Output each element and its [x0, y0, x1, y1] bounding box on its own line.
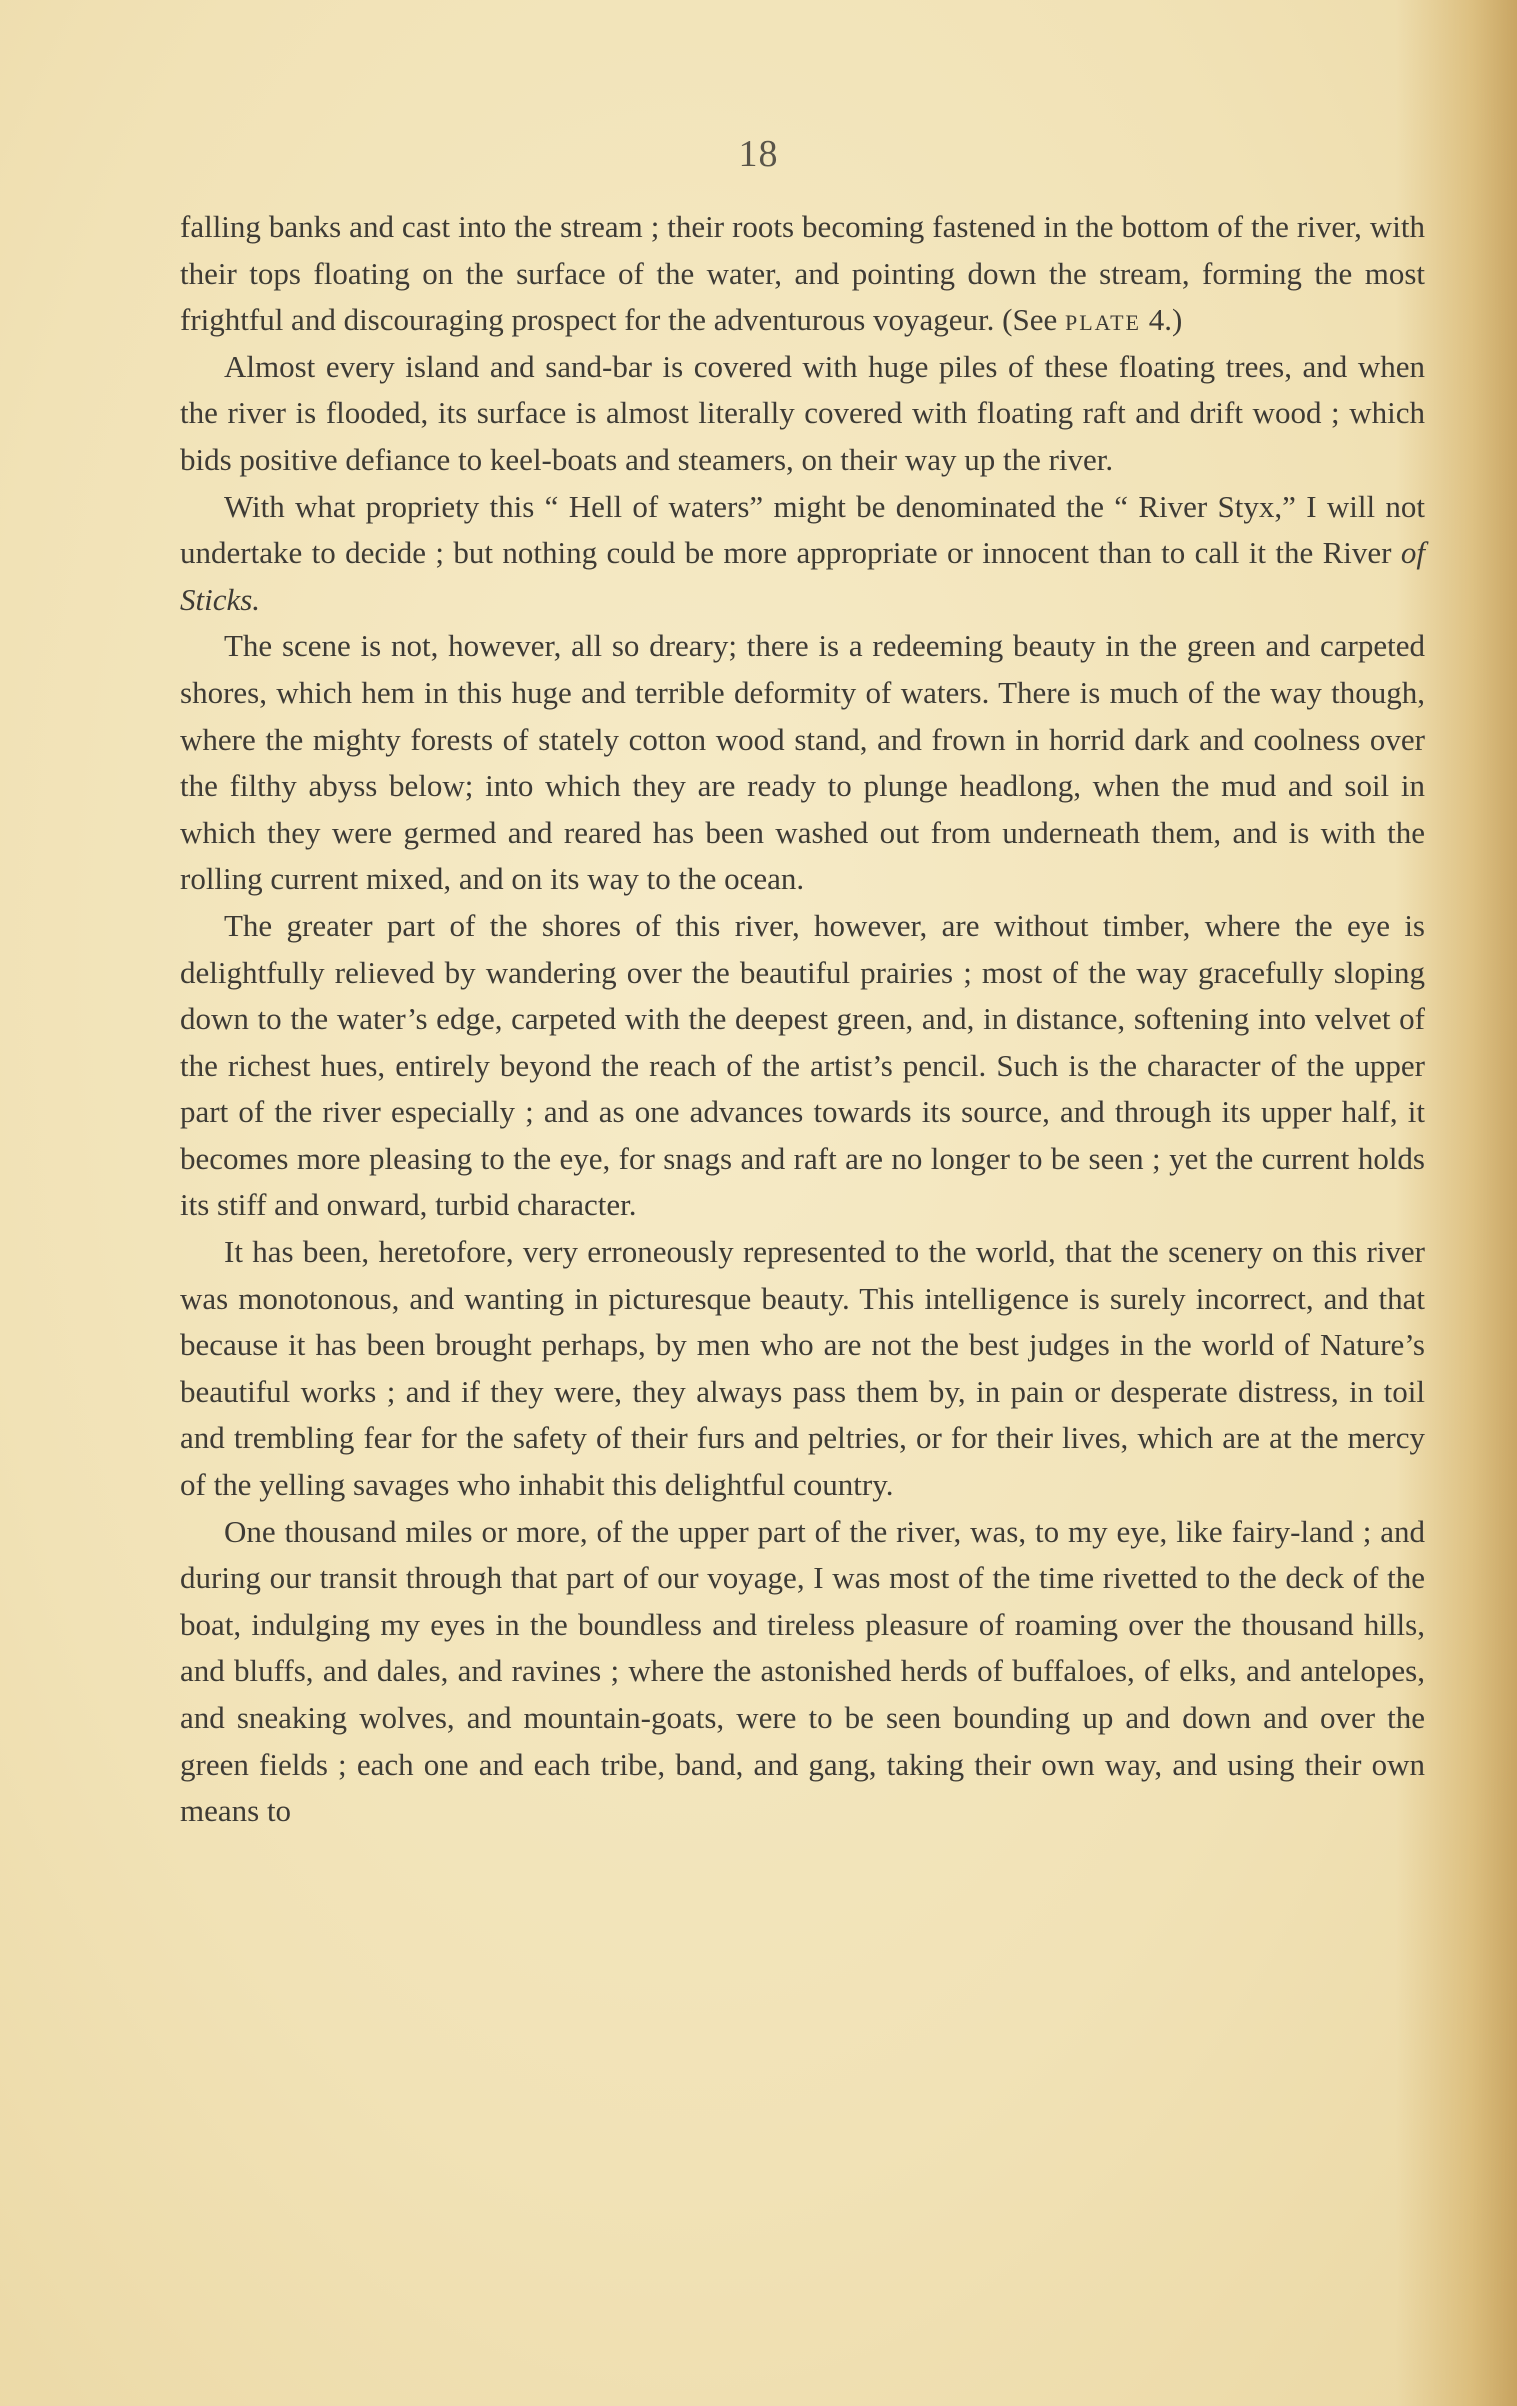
paragraph — [180, 344, 1425, 484]
paragraph — [180, 623, 1425, 903]
italic-phrase: of Sticks. — [180, 535, 1425, 617]
paragraph — [180, 204, 1425, 344]
page-number: 18 — [738, 133, 779, 175]
paragraph — [180, 1509, 1425, 1835]
text-segment: The greater part of the shores of this river, however, are without timber, where the eye is delightfully relieved by wandering over the beautiful prairies ; most of the way gracefully sloping down to the water’s edge, carpeted with the deepest green, and, in distance, softening into velvet of the richest hues, entirely beyond the reach of the artist’s pencil. Such is the character of the upper part of the river especially ; and as one advances towards its source, and through its upper half, it becomes more pleasing to the eye, for snags and raft are no longer to be seen ; yet the current holds its stiff and onward, turbid character. — [180, 907, 1425, 1223]
text-segment: Almost every island and sand-bar is covered with huge piles of these floating trees, and when the river is flooded, its surface is almost literally covered with floating raft and drift wood ; which bids positive defiance to keel-boats and steamers, on their way up the river. — [180, 348, 1425, 477]
paragraph — [180, 484, 1425, 624]
text-segment: With what propriety this “ Hell of waters” might be denominated the “ River Styx,” I will not undertake to decide ; but nothing could be more appropriate or innocent than to call it the River — [180, 488, 1425, 571]
paragraph — [180, 903, 1425, 1229]
plate-reference: plate — [1064, 302, 1141, 338]
body-text — [180, 204, 1425, 1835]
text-segment: The scene is not, however, all so dreary; there is a redeeming beauty in the green and carpeted shores, which hem in this huge and terrible deformity of waters. There is much of the way though, where the mighty forests of stately cotton wood stand, and frown in horrid dark and coolness over the filthy abyss below; into which they are ready to plunge headlong, when the mud and soil in which they were germed and reared has been washed out from underneath them, and is with the rolling current mixed, and on its way to the ocean. — [180, 628, 1425, 897]
text-segment: One thousand miles or more, of the upper part of the river, was, to my eye, like fairy-land ; and during our transit through that part of our voyage, I was most of the time rivetted to the deck of the boat, indulging my eyes in the boundless and tireless pleasure of roaming over the thousand hills, and bluffs, and dales, and ravines ; where the astonished herds of buffaloes, of elks, and antelopes, and sneaking wolves, and mountain-goats, were to be seen bounding up and down and over the green fields ; each one and each tribe, band, and gang, taking their own way, and using their own means to — [180, 1513, 1425, 1829]
text-segment: 4.) — [1140, 302, 1183, 338]
text-segment: falling banks and cast into the stream ; their roots becoming fastened in the bottom of the river, with their tops floating on the surface of the water, and pointing down the stream, forming the most frightful and discouraging prospect for the adventurous voyageur. (See — [180, 209, 1425, 338]
text-segment: It has been, heretofore, very erroneously represented to the world, that the scenery on this river was monotonous, and wanting in picturesque beauty. This intelligence is surely incorrect, and that because it has been brought perhaps, by men who are not the best judges in the world of Nature’s beautiful works ; and if they were, they always pass them by, in pain or desperate distress, in toil and trembling fear for the safety of their furs and peltries, or for their lives, which are at the mercy of the yelling savages who inhabit this delightful country. — [180, 1234, 1425, 1503]
paragraph — [180, 1229, 1425, 1509]
